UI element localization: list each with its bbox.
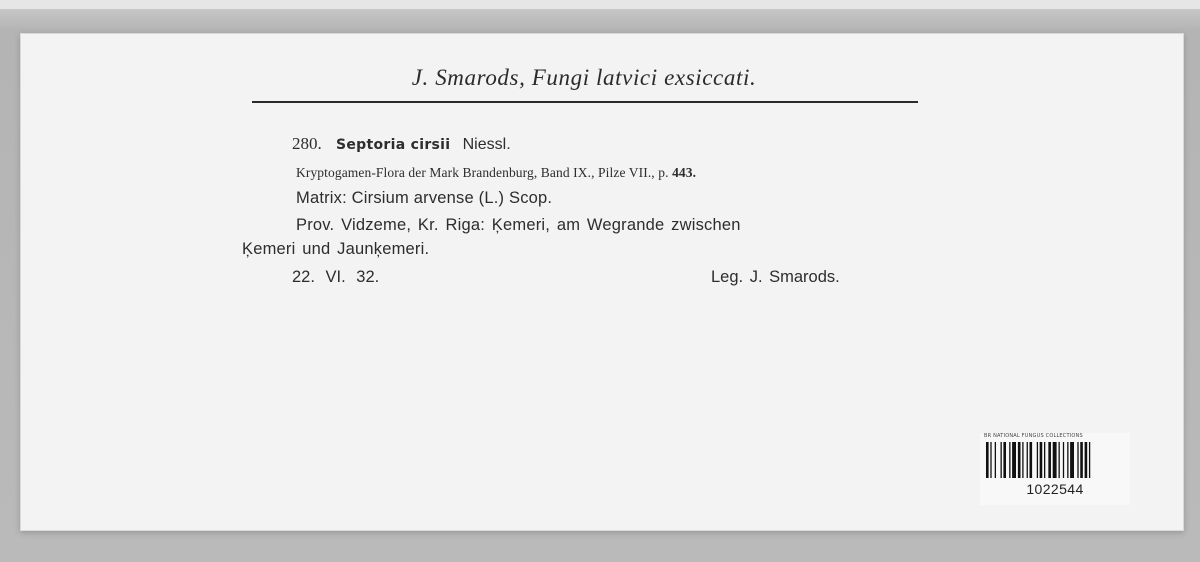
reference-line (296, 165, 696, 181)
matrix-line: Matrix: Cirsium arvense (L.) Scop. (296, 189, 553, 207)
label-header: J. Smarods, Fungi latvici exsiccati. (411, 65, 757, 90)
header-rule (252, 101, 918, 103)
species-author: Niessl. (462, 136, 511, 153)
specimen-line (292, 134, 511, 154)
reference-text: Kryptogamen-Flora der Mark Brandenburg, Band IX., Pilze VII., p. (296, 165, 669, 180)
reference-page: 443. (672, 165, 697, 180)
barcode-number: 1022544 (1026, 481, 1084, 497)
specimen-number: 280. (292, 134, 322, 153)
barcode-label (980, 433, 1130, 505)
locality-line-1: Prov. Vidzeme, Kr. Riga: Ķemeri, am Wegrande zwischen (296, 216, 741, 234)
collector: Leg. J. Smarods. (711, 268, 840, 286)
locality-line-2: Ķemeri und Jaunķemeri. (242, 240, 430, 258)
species-name: Septoria cirsii (336, 137, 451, 153)
barcode-icon (986, 442, 1124, 480)
collection-date: 22. VI. 32. (292, 268, 380, 286)
top-strip (0, 0, 1200, 9)
barcode-header: BR NATIONAL FUNGUS COLLECTIONS (984, 433, 1083, 439)
